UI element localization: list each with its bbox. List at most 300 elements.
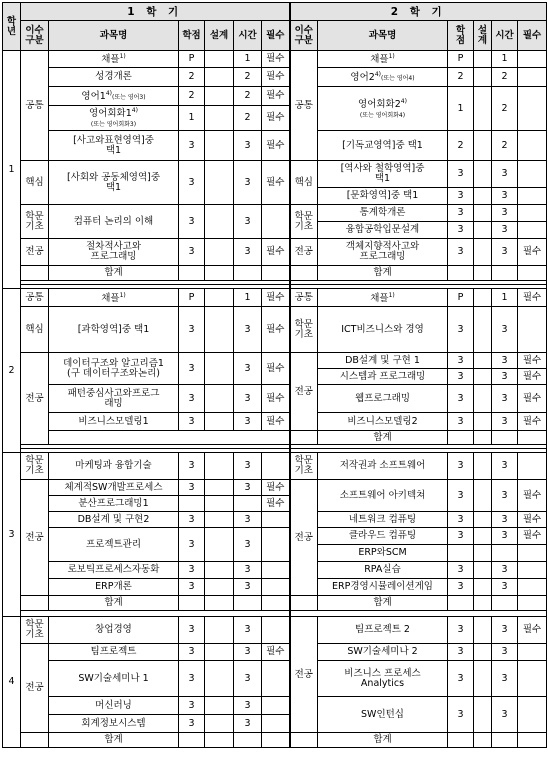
course-name: 비즈니스 프로세스 Analytics	[344, 667, 421, 689]
course-name-cell	[49, 528, 179, 562]
hours-cell: 3	[234, 131, 262, 161]
course-name-cell	[49, 496, 179, 512]
design-cell	[474, 161, 492, 188]
design-cell	[205, 289, 234, 307]
footnote-mark: 4)	[131, 107, 138, 114]
hours-cell: 3	[234, 579, 262, 596]
required-cell	[518, 188, 547, 205]
header-type: 이수 구분	[290, 21, 318, 51]
hours-cell: 3	[234, 480, 262, 496]
credit-cell: 3	[448, 353, 474, 369]
credit-cell: 3	[179, 385, 205, 413]
design-cell	[205, 68, 234, 87]
credit-cell: 3	[179, 644, 205, 661]
footnote-mark: 4)	[105, 89, 112, 97]
design-cell	[474, 644, 492, 661]
hours-cell: 2	[492, 68, 518, 87]
design-cell	[474, 512, 492, 528]
required-cell: 필수	[262, 239, 290, 266]
category-cell: 전공	[290, 239, 318, 266]
required-cell: 필수	[518, 617, 547, 644]
course-name-cell	[49, 562, 179, 579]
course-name-cell	[49, 413, 179, 431]
hours-cell: 1	[492, 289, 518, 307]
table-row	[3, 579, 547, 596]
credit-cell: 3	[448, 385, 474, 413]
footnote-mark: 4)	[400, 97, 407, 105]
design-cell	[474, 579, 492, 596]
hours-cell: 3	[234, 413, 262, 431]
course-name-cell	[318, 545, 448, 562]
design-cell	[205, 697, 234, 715]
design-cell	[474, 413, 492, 431]
course-name: 저작권과 소프트웨어	[339, 460, 426, 472]
hours-cell: 3	[234, 385, 262, 413]
hours-cell	[234, 496, 262, 512]
course-name: 비즈니스모델링2	[347, 415, 418, 427]
table-row	[3, 289, 547, 307]
credit-cell: 3	[448, 579, 474, 596]
design-cell	[474, 131, 492, 161]
course-name: [문화영역]중 택1	[346, 190, 419, 202]
category-cell: 전공	[21, 480, 49, 596]
design-cell	[205, 617, 234, 644]
course-name-cell	[49, 697, 179, 715]
sum-label: 합계	[318, 596, 448, 611]
course-name-cell	[318, 528, 448, 545]
course-name-cell	[49, 106, 179, 131]
hours-cell: 3	[492, 697, 518, 733]
design-cell	[474, 68, 492, 87]
required-cell	[518, 51, 547, 68]
credit-cell: 3	[179, 697, 205, 715]
course-name-cell	[49, 307, 179, 353]
required-cell	[518, 131, 547, 161]
course-name-cell	[49, 617, 179, 644]
course-name: 웹프로그래밍	[354, 392, 411, 404]
credit-cell: 3	[448, 661, 474, 697]
credit-cell: 3	[448, 205, 474, 222]
category-cell: 전공	[290, 617, 318, 733]
footnote-mark: 1)	[388, 292, 395, 300]
hours-cell	[492, 545, 518, 562]
credit-cell: 3	[179, 512, 205, 528]
design-cell	[474, 697, 492, 733]
category-cell: 학문 기초	[21, 205, 49, 239]
credit-cell: 3	[179, 617, 205, 644]
course-name-cell	[318, 661, 448, 697]
header-year: 학 년	[3, 3, 21, 51]
course-name: 시스템과 프로그래밍	[339, 370, 426, 382]
header-type: 이수 구분	[21, 21, 49, 51]
credit-cell: 3	[448, 188, 474, 205]
course-name: 데이터구조와 알고리즘1 (구 데이터구조와논리)	[63, 357, 164, 379]
hours-cell: 3	[492, 453, 518, 480]
hours-cell: 3	[492, 413, 518, 431]
course-name: [기독교영역]중 택1	[342, 139, 423, 151]
header-hours: 시간	[492, 21, 518, 51]
credit-cell: P	[179, 289, 205, 307]
header-hours: 시간	[234, 21, 262, 51]
design-cell	[474, 661, 492, 697]
category-cell: 학문 기초	[290, 307, 318, 353]
required-cell	[518, 307, 547, 353]
table-row	[3, 239, 547, 266]
course-name: 네트워크 컴퓨팅	[348, 513, 417, 525]
design-cell	[474, 289, 492, 307]
design-cell	[205, 87, 234, 106]
course-name-cell	[318, 239, 448, 266]
table-row	[3, 51, 547, 68]
hours-cell: 3	[492, 222, 518, 239]
footnote-mark: 1)	[388, 53, 395, 61]
design-cell	[474, 562, 492, 579]
table-row	[3, 413, 547, 431]
hours-cell: 2	[234, 106, 262, 131]
course-name-cell	[49, 453, 179, 480]
required-cell: 필수	[518, 289, 547, 307]
course-name-cell	[318, 51, 448, 68]
hours-cell: 3	[234, 661, 262, 697]
design-cell	[474, 545, 492, 562]
category-cell: 핵심	[21, 307, 49, 353]
required-cell: 필수	[262, 385, 290, 413]
design-cell	[205, 480, 234, 496]
header-required: 필수	[518, 21, 547, 51]
course-name-cell	[318, 385, 448, 413]
table-row	[3, 131, 547, 161]
course-name: 패턴중심사고와프로그 래밍	[67, 387, 160, 409]
sum-row	[3, 733, 547, 748]
required-cell	[262, 715, 290, 733]
year-cell: 2	[3, 289, 21, 453]
hours-cell: 3	[492, 205, 518, 222]
hours-cell: 3	[492, 353, 518, 369]
course-name: 영어회화1	[89, 108, 132, 120]
design-cell	[205, 161, 234, 205]
credit-cell: 3	[179, 161, 205, 205]
course-name-cell	[318, 205, 448, 222]
required-cell: 필수	[262, 496, 290, 512]
sum-row	[3, 266, 547, 281]
hours-cell: 3	[492, 369, 518, 385]
design-cell	[205, 239, 234, 266]
required-cell: 필수	[262, 289, 290, 307]
table-row	[3, 528, 547, 545]
course-name: 영어2	[350, 72, 375, 84]
category-cell: 전공	[290, 480, 318, 596]
hours-cell: 3	[234, 161, 262, 205]
course-name: [과학영역]중 택1	[77, 323, 150, 335]
required-cell	[518, 661, 547, 697]
header-credit: 학점	[179, 21, 205, 51]
course-name: 채플	[370, 54, 389, 66]
design-cell	[474, 222, 492, 239]
course-name: ERP와SCM	[358, 547, 407, 559]
category-cell: 공통	[21, 51, 49, 161]
course-name: SW기술세미나 2	[347, 646, 418, 658]
required-cell: 필수	[262, 68, 290, 87]
course-name-cell	[49, 68, 179, 87]
credit-cell: 3	[448, 644, 474, 661]
hours-cell: 3	[234, 528, 262, 562]
course-name: 프로젝트관리	[85, 538, 142, 550]
course-name: 비즈니스모델링1	[78, 415, 149, 427]
required-cell	[518, 453, 547, 480]
table-row	[3, 661, 547, 697]
required-cell: 필수	[518, 480, 547, 512]
course-name: 소프트웨어 아키텍쳐	[339, 489, 426, 501]
course-name-cell	[49, 644, 179, 661]
table-row	[3, 87, 547, 106]
course-name-cell	[49, 353, 179, 385]
header-semester-1: 1 학 기	[21, 3, 290, 21]
design-cell	[474, 528, 492, 545]
category-cell: 학문 기초	[290, 205, 318, 239]
hours-cell: 3	[492, 617, 518, 644]
required-cell: 필수	[262, 87, 290, 106]
required-cell	[518, 644, 547, 661]
course-name-cell	[49, 205, 179, 239]
required-cell	[262, 661, 290, 697]
hours-cell: 1	[492, 51, 518, 68]
table-row	[3, 562, 547, 579]
category-cell: 학문 기초	[290, 453, 318, 480]
design-cell	[205, 661, 234, 697]
hours-cell: 3	[492, 480, 518, 512]
credit-cell: 2	[448, 131, 474, 161]
design-cell	[474, 480, 492, 512]
course-name-cell	[318, 87, 448, 131]
design-cell	[205, 353, 234, 385]
required-cell	[518, 222, 547, 239]
table-row	[3, 512, 547, 528]
header-semester-2: 2 학 기	[290, 3, 547, 21]
credit-cell: 3	[179, 413, 205, 431]
course-name-cell	[318, 161, 448, 188]
required-cell	[518, 68, 547, 87]
required-cell: 필수	[262, 307, 290, 353]
required-cell: 필수	[262, 353, 290, 385]
course-name-cell	[318, 579, 448, 596]
design-cell	[205, 205, 234, 239]
curriculum-table	[2, 2, 547, 748]
required-cell: 필수	[262, 413, 290, 431]
credit-cell: 3	[448, 413, 474, 431]
course-name: ERP경영시뮬레이션게임	[332, 581, 433, 593]
hours-cell: 3	[234, 453, 262, 480]
design-cell	[474, 87, 492, 131]
course-name-cell	[49, 661, 179, 697]
credit-cell: 1	[448, 87, 474, 131]
course-name: [역사와 철학영역]중 택1	[340, 163, 425, 185]
credit-cell: 3	[179, 205, 205, 239]
credit-cell: P	[179, 51, 205, 68]
credit-cell: 2	[179, 68, 205, 87]
header-credit: 학 점	[448, 21, 474, 51]
category-cell: 공통	[290, 289, 318, 307]
table-row	[3, 644, 547, 661]
course-name: 로보틱프로세스자동화	[67, 564, 160, 576]
credit-cell: 3	[179, 307, 205, 353]
table-row	[3, 453, 547, 480]
course-name-cell	[49, 715, 179, 733]
design-cell	[474, 307, 492, 353]
credit-cell: 3	[179, 528, 205, 562]
required-cell: 필수	[518, 385, 547, 413]
hours-cell: 3	[234, 562, 262, 579]
hours-cell: 3	[492, 385, 518, 413]
course-name-cell	[318, 413, 448, 431]
course-name-cell	[49, 480, 179, 496]
course-alt-note: (또는 영어회화4)	[359, 111, 406, 119]
required-cell	[518, 545, 547, 562]
sum-label: 합계	[49, 596, 179, 611]
credit-cell: 3	[179, 353, 205, 385]
credit-cell: 3	[448, 369, 474, 385]
course-name-cell	[318, 512, 448, 528]
table-row	[3, 385, 547, 413]
course-name: [사고와표현영역]중 택1	[73, 134, 154, 156]
course-name: RPA실습	[364, 564, 401, 576]
hours-cell: 2	[234, 68, 262, 87]
course-name: ICT비즈니스와 경영	[341, 323, 424, 335]
course-name-cell	[318, 369, 448, 385]
credit-cell	[448, 545, 474, 562]
course-name-cell	[318, 131, 448, 161]
course-name-cell	[318, 697, 448, 733]
course-name: ERP개론	[95, 581, 132, 593]
course-name: 체계적SW개발프로세스	[64, 481, 163, 493]
credit-cell: 3	[448, 480, 474, 512]
required-cell	[262, 697, 290, 715]
table-row	[3, 431, 547, 445]
credit-cell: 3	[179, 579, 205, 596]
course-name-cell	[49, 579, 179, 596]
design-cell	[205, 715, 234, 733]
required-cell: 필수	[518, 369, 547, 385]
design-cell	[474, 51, 492, 68]
table-row	[3, 161, 547, 188]
course-name: SW인턴십	[361, 708, 404, 720]
table-row	[3, 68, 547, 87]
course-name: 객체지향적사고와 프로그래밍	[345, 241, 420, 263]
sum-label: 합계	[318, 733, 448, 748]
design-cell	[474, 453, 492, 480]
credit-cell: 3	[448, 307, 474, 353]
course-name: 팀프로젝트 2	[355, 624, 410, 636]
table-row	[3, 205, 547, 222]
course-name-cell	[49, 51, 179, 68]
design-cell	[205, 644, 234, 661]
hours-cell: 3	[492, 579, 518, 596]
header-required: 필수	[262, 21, 290, 51]
table-row	[3, 307, 547, 353]
required-cell	[518, 205, 547, 222]
course-name-cell	[318, 480, 448, 512]
required-cell: 필수	[262, 161, 290, 205]
course-name: 절차적사고와 프로그래밍	[85, 241, 142, 263]
hours-cell: 3	[492, 307, 518, 353]
required-cell	[518, 697, 547, 733]
hours-cell: 2	[492, 131, 518, 161]
required-cell	[518, 562, 547, 579]
design-cell	[205, 496, 234, 512]
year-cell: 3	[3, 453, 21, 617]
required-cell	[262, 528, 290, 562]
credit-cell: 3	[179, 453, 205, 480]
category-cell: 핵심	[290, 161, 318, 205]
hours-cell: 3	[234, 307, 262, 353]
credit-cell: 3	[448, 239, 474, 266]
course-name-cell	[49, 161, 179, 205]
credit-cell: 3	[448, 528, 474, 545]
hours-cell: 3	[492, 188, 518, 205]
course-name-cell	[318, 453, 448, 480]
required-cell: 필수	[518, 512, 547, 528]
design-cell	[205, 131, 234, 161]
design-cell	[205, 512, 234, 528]
required-cell: 필수	[518, 353, 547, 369]
design-cell	[474, 369, 492, 385]
course-name: 채플	[101, 54, 120, 66]
header-design: 설계	[205, 21, 234, 51]
course-name: 통계학개론	[359, 207, 406, 219]
course-alt-note: (또는 영어회화3)	[90, 121, 137, 129]
course-name: SW기술세미나 1	[78, 672, 149, 684]
required-cell: 필수	[262, 106, 290, 131]
course-name-cell	[318, 289, 448, 307]
credit-cell: 3	[179, 239, 205, 266]
design-cell	[474, 188, 492, 205]
required-cell	[262, 562, 290, 579]
sum-row	[3, 596, 547, 611]
hours-cell: 2	[492, 87, 518, 131]
hours-cell: 3	[234, 353, 262, 385]
course-name: 융합공학입문설계	[345, 224, 420, 236]
credit-cell: 3	[448, 617, 474, 644]
header-course-name: 과목명	[318, 21, 448, 51]
category-cell: 전공	[21, 239, 49, 266]
sum-label: 합계	[318, 266, 448, 281]
table-row	[3, 480, 547, 496]
course-name-cell	[49, 87, 179, 106]
category-cell: 공통	[21, 289, 49, 307]
course-name: 성경개론	[95, 71, 132, 82]
category-cell: 전공	[21, 644, 49, 733]
course-name-cell	[318, 617, 448, 644]
design-cell	[474, 385, 492, 413]
course-name: 창업경영	[95, 624, 132, 636]
hours-cell: 3	[492, 161, 518, 188]
credit-cell: 3	[179, 562, 205, 579]
course-name-cell	[49, 512, 179, 528]
course-name: 컴퓨터 논리의 이해	[73, 215, 154, 227]
required-cell	[518, 161, 547, 188]
required-cell	[262, 617, 290, 644]
credit-cell: 3	[179, 715, 205, 733]
credit-cell: 3	[179, 480, 205, 496]
hours-cell: 3	[492, 661, 518, 697]
table-row	[3, 697, 547, 715]
category-cell: 학문 기초	[21, 617, 49, 644]
category-cell: 공통	[290, 51, 318, 161]
credit-cell: P	[448, 289, 474, 307]
sum-label: 합계	[318, 431, 448, 445]
course-name-cell	[318, 353, 448, 369]
course-alt-note: (또는 영어3)	[111, 94, 146, 102]
footnote-mark: 4)	[374, 70, 381, 78]
